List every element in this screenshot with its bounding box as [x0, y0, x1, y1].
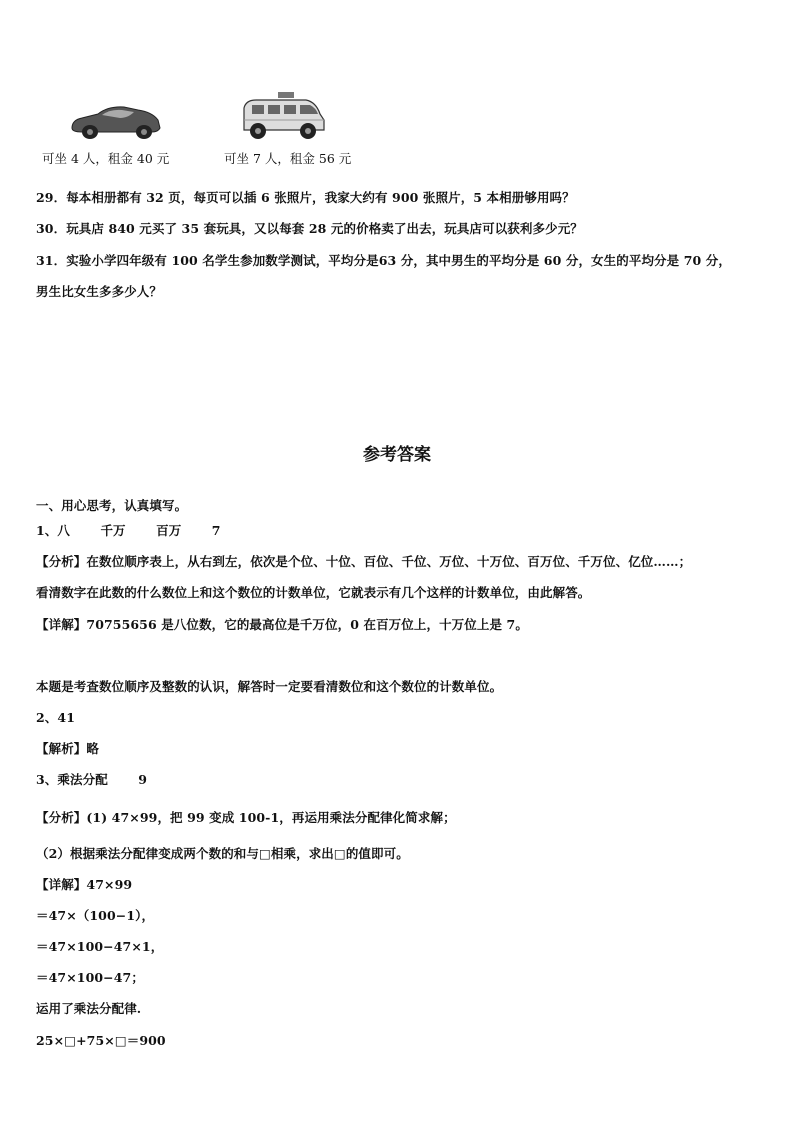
- car-illustration: [68, 98, 164, 142]
- answer-3-used: 运用了乘法分配律.: [36, 1001, 142, 1016]
- answer-3-analysis-line1: 【分析】(1) 47×99，把 99 变成 100-1，再运用乘法分配律化简求解；: [36, 810, 456, 825]
- car-caption: 可坐 4 人，租金 40 元: [42, 151, 170, 166]
- answer-1-note: 本题是考查数位顺序及整数的认识，解答时一定要看清数位和这个数位的计数单位。: [36, 679, 503, 694]
- section-1-heading: 一、用心思考，认真填写。: [36, 498, 188, 513]
- answer-2: 2、41: [36, 710, 75, 725]
- answer-3-detail: 【详解】47×99: [36, 877, 133, 892]
- answer-key-title: 参考答案: [363, 445, 431, 465]
- answer-3-analysis-line2: （2）根据乘法分配律变成两个数的和与□相乘，求出□的值即可。: [36, 846, 409, 861]
- answer-3-step-3: ＝47×100−47；: [36, 970, 144, 985]
- question-30: 30．玩具店 840 元买了 35 套玩具，又以每套 28 元的价格卖了出去，玩具店可以获利多少元？: [36, 221, 583, 236]
- answer-1-blank-1: 千万: [100, 523, 126, 538]
- answer-1-blank-3: 7: [211, 523, 221, 538]
- question-31-line1: 31．实验小学四年级有 100 名学生参加数学测试，平均分是63 分，其中男生的平均分是 60 分，女生的平均分是 70 分，: [36, 253, 731, 268]
- answer-1-num: 1、八: [36, 523, 70, 538]
- answer-1-blank-2: 百万: [156, 523, 182, 538]
- answer-3-step-2: ＝47×100−47×1，: [36, 939, 164, 954]
- van-illustration: [238, 90, 328, 142]
- answer-3-equation: 25×□+75×□＝900: [36, 1033, 166, 1048]
- answer-1-detail: 【详解】70755656 是八位数，它的最高位是千万位，0 在百万位上，十万位上是 7。: [36, 617, 528, 632]
- answer-1: [36, 521, 221, 539]
- van-caption: 可坐 7 人，租金 56 元: [224, 151, 352, 166]
- answer-3-step-1: ＝47×（100−1），: [36, 908, 155, 923]
- answer-1-analysis-line1: 【分析】在数位顺序表上，从右到左，依次是个位、十位、百位、千位、万位、十万位、百万位、千万位、亿位……；: [36, 554, 692, 569]
- question-31-line2: 男生比女生多多少人？: [36, 284, 163, 299]
- answer-3-blank-1: 9: [138, 772, 148, 787]
- answer-3-num: 3、乘法分配: [36, 772, 108, 787]
- answer-3: [36, 770, 147, 788]
- answer-2-analysis: 【解析】略: [36, 741, 100, 756]
- question-29: 29．每本相册都有 32 页，每页可以插 6 张照片，我家大约有 900 张照片，5 本相册够用吗？: [36, 190, 575, 205]
- answer-1-analysis-line2: 看清数字在此数的什么数位上和这个数位的计数单位，它就表示有几个这样的计数单位，由此解答。: [36, 585, 591, 600]
